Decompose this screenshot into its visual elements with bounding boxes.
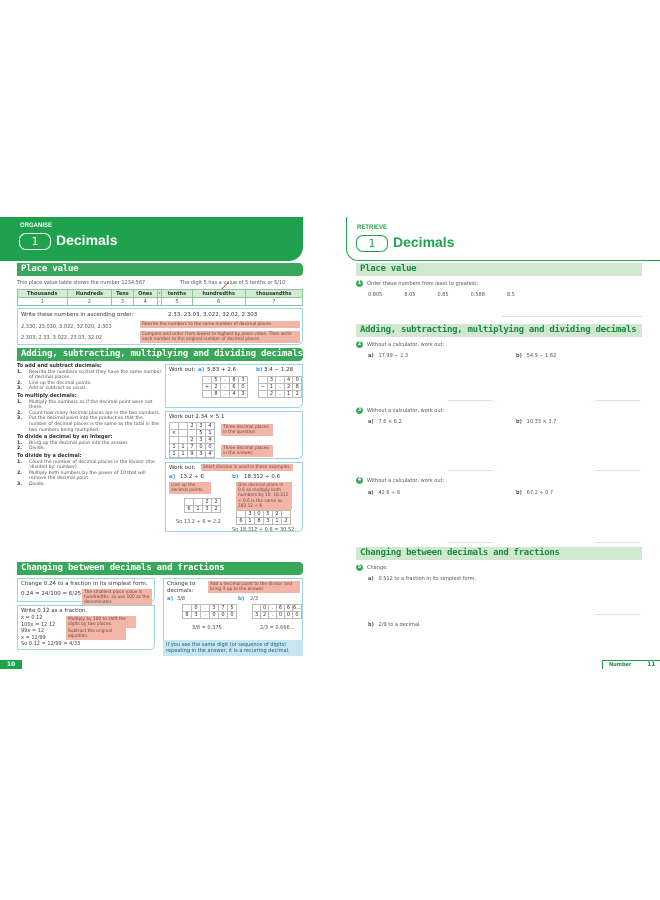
grid-cell [194, 499, 203, 506]
fraction: 3/8 [177, 596, 186, 602]
example-step1: 2.330, 23.030, 3.022, 32.020, 2.303 [21, 324, 112, 330]
grid-cell [188, 430, 197, 437]
grid-cell: 3 [264, 518, 273, 525]
question-5b: b) 2/9 to a decimal. [368, 622, 421, 628]
grid-cell: 3 [267, 377, 276, 384]
grid-cell: × [170, 430, 179, 437]
note: Subtract the original equation. [66, 628, 126, 640]
question-text: Without a calculator, work out: [367, 408, 445, 414]
grid-cell [170, 437, 179, 444]
grid-cell: 1 [273, 518, 282, 525]
grid-cell: 2 [284, 384, 293, 391]
grid-cell: 1 [170, 444, 179, 451]
result: So 18.312 ÷ 0.6 = 30.52 [232, 527, 295, 533]
rule-step: 2. Divide. [17, 446, 46, 452]
question-text: Order these numbers from least to greatest: [367, 281, 479, 287]
note: Three decimal places in the question. [221, 424, 273, 436]
grid-cell: 0 [228, 612, 237, 619]
fraction-example-1 [17, 578, 155, 606]
column-header: · [158, 290, 161, 297]
grid-cell: 3 [203, 506, 212, 513]
grid-cell: 8 [255, 518, 264, 525]
part-b-label: b) [256, 367, 263, 373]
rule-steps [17, 441, 162, 452]
place-value-intro: This place value table shows the number 1234.567 [17, 280, 146, 286]
question-text: Without a calculator, work out: [367, 342, 445, 348]
grid-cell: 2 [188, 437, 197, 444]
grid-cell [203, 377, 212, 384]
part-a-expression: 5.83 + 2.6 [207, 367, 237, 373]
note: Short division is used in these examples. [201, 464, 293, 471]
section-heading-fractions: Changing between decimals and fractions [17, 562, 303, 575]
place-value-table [17, 289, 303, 306]
number-item: 8.5 [506, 292, 515, 298]
grid-cell: 3 [239, 377, 248, 384]
grid-cell: 1 [284, 391, 293, 398]
grid-cell: 4 [284, 377, 293, 384]
grid-cell: . [269, 605, 277, 612]
rule-title: To divide a decimal by an integer: [17, 434, 113, 441]
column-header: tenths [162, 290, 192, 298]
section-heading-place-value: Place value [356, 263, 642, 276]
worked-example-add-subtract [165, 364, 303, 408]
chapter-title: Decimals [56, 232, 118, 248]
grid-cell: 2 [188, 423, 197, 430]
number-item: 0.588 [470, 292, 485, 298]
table-cell: 4 [133, 298, 157, 306]
worked-example-multiply [165, 411, 303, 459]
question-4a: a) 42.6 ÷ 6 [368, 490, 401, 496]
grid-cell: 6... [293, 605, 301, 611]
answer-line[interactable] [595, 542, 640, 543]
page-footer [602, 660, 660, 669]
fraction: 2/9 [378, 622, 387, 628]
grid-cell: 2 [212, 499, 221, 506]
working-line: 99x = 12 [21, 628, 45, 634]
grid-cell: 0 [255, 511, 264, 518]
working-line: x = 0.1̇2̇ [21, 615, 43, 621]
grid-cell: 1 [179, 444, 188, 451]
answer-line[interactable] [595, 470, 640, 471]
question-2a: a) 17.99 − 2.3 [368, 353, 409, 359]
grid-cell: 0 [206, 444, 215, 451]
grid-cell [259, 377, 268, 384]
question-2 [356, 341, 444, 348]
question-number: 1 [357, 280, 362, 286]
number-item: 0.805 [368, 292, 383, 298]
grid-cell: . [221, 377, 230, 384]
grid-cell: 0 [239, 384, 248, 391]
chapter-title: Decimals [393, 234, 455, 250]
section-kicker: ORGANISE [20, 223, 53, 229]
grid-cell: 1 [246, 518, 255, 525]
rule-title: To multiply decimals: [17, 392, 77, 399]
grid-cell: 0 [284, 612, 292, 619]
chapter-banner [346, 217, 660, 261]
result: 3/8 = 0.375 [192, 625, 222, 631]
fraction-example-2 [17, 605, 155, 650]
rule-title: To divide by a decimal: [17, 452, 82, 459]
table-cell: 3 [112, 298, 134, 306]
chapter-number-badge: 1 [356, 235, 388, 252]
rule-title: To add and subtract decimals: [17, 363, 102, 369]
grid-cell [179, 437, 188, 444]
grid-cell: 2 [261, 612, 269, 619]
grid-cell: 3 [192, 612, 201, 619]
part-b-expression: 3.4 − 1.28 [264, 367, 294, 373]
note: The smallest place value is hundredths, so use 100 as the denominator. [82, 589, 152, 607]
example-label: Work out: [169, 465, 196, 471]
grid-cell [179, 423, 188, 430]
number-list [368, 292, 515, 298]
short-division-grid [236, 510, 291, 525]
grid-cell [259, 391, 268, 398]
grid-cell: − [259, 384, 268, 391]
short-division-grid [184, 498, 221, 513]
note: Line up the decimal points. [169, 482, 211, 494]
grid-cell: 7 [219, 605, 228, 612]
chapter-banner [0, 217, 303, 261]
question-text: Without a calculator, work out: [367, 478, 445, 484]
grid-cell: 3 [197, 451, 206, 458]
example-label: Work out 2.34 × 5.1 [169, 414, 225, 420]
grid-cell: 6 [284, 605, 292, 612]
table-cell: 6 [192, 298, 245, 306]
grid-cell: 1 [206, 430, 215, 437]
number-item: 0.85 [437, 292, 449, 298]
column-subtraction-grid [258, 376, 302, 398]
column-addition-grid [202, 376, 248, 398]
tip-box: If you see the same digit (or sequence of digits) repeating in the answer, it is a recurring decimal. [163, 640, 303, 656]
working-line: So 0.1̇2̇ = 12/99 = 4/33 [21, 641, 81, 647]
grid-cell: 8 [293, 384, 302, 391]
grid-cell: 1 [267, 384, 276, 391]
question-number: 4 [357, 477, 362, 483]
working-line: 100x = 12.1̇2̇ [21, 621, 56, 628]
short-division-grid [182, 604, 237, 619]
part-b-label: b) [238, 596, 245, 602]
grid-cell [183, 605, 192, 612]
question-2b: b) 54.9 − 1.62 [516, 353, 557, 359]
grid-cell: 3 [239, 391, 248, 398]
table-cell: 7 [245, 298, 302, 306]
answer-line[interactable] [448, 470, 493, 471]
grid-cell: 3 [246, 511, 255, 518]
grid-cell: . [221, 384, 230, 391]
grid-cell: 2 [203, 499, 212, 506]
working-line: x = 12/99 [21, 634, 46, 641]
column-header: Ones [133, 290, 157, 298]
section-heading-operations: Adding, subtracting, multiplying and dividing decimals [17, 348, 303, 361]
section-heading-fractions: Changing between decimals and fractions [356, 547, 642, 560]
grid-cell: 5 [264, 511, 273, 518]
grid-cell [185, 499, 194, 506]
rule-step: 3. Divide. [17, 481, 46, 487]
grid-cell [237, 511, 246, 518]
page-number: 11 [647, 661, 656, 668]
rule-step: 1. Count the number of decimal places in the divisor (the 'divided by' number). [17, 459, 155, 471]
place-value-note: The digit 5 has a value of 5 tenths or 5/10 [180, 280, 286, 286]
right-page [338, 212, 660, 677]
grid-cell: 0 [293, 612, 302, 619]
table-cell: 5 [162, 298, 192, 306]
grid-cell: 0 [197, 444, 206, 451]
grid-cell: . [276, 384, 284, 391]
grid-cell: 2 [282, 518, 291, 525]
grid-cell: . [276, 377, 284, 384]
part-b-label: b) [232, 474, 239, 480]
grid-cell [282, 511, 291, 518]
part-a-label: a) [167, 596, 174, 602]
rule-steps [17, 460, 162, 488]
ascending-order-example [17, 308, 303, 345]
example-step2: 2.303, 2.33, 3.022, 23.03, 32.02 [21, 335, 103, 341]
example-title: Write 0.1̇2̇ as a fraction. [21, 608, 88, 614]
part-a-expression: 13.2 ÷ 6 [180, 474, 204, 480]
question-4 [356, 477, 444, 484]
example-prompt: Write these numbers in ascending order: [21, 312, 134, 318]
step2-note: Compare and order from lowest to highest by place value. Then write each number to the original number of decimal places. [140, 331, 300, 343]
section-heading-operations: Adding, subtracting, multiplying and dividing decimals [356, 324, 642, 337]
grid-cell: 6 [237, 518, 246, 525]
rule-step: 1. Multiply the numbers as if the decimal point were not there. [17, 399, 153, 411]
grid-cell: 4 [230, 391, 239, 398]
grid-cell: 2 [273, 511, 282, 518]
worked-example-divide [165, 462, 303, 532]
page-number: 10 [0, 660, 22, 669]
rule-step: 2. Count how many decimal places are in the two numbers. [17, 410, 161, 416]
part-b-expression: 18.312 ÷ 0.6 [244, 474, 281, 480]
column-header: Hundreds [67, 290, 112, 298]
grid-cell: 0 [210, 612, 219, 619]
grid-cell: 0 [276, 612, 284, 619]
grid-cell: 6 [276, 605, 284, 612]
question-1 [356, 280, 478, 287]
grid-cell: 8 [212, 391, 221, 398]
section-heading-place-value: Place value [17, 263, 303, 276]
answer-line[interactable] [448, 542, 493, 543]
chapter-number-badge: 1 [19, 233, 51, 250]
rule-step: 2. Line up the decimal points. [17, 380, 92, 386]
rule-step: 3. Add or subtract as usual. [17, 386, 87, 392]
answer-line[interactable] [448, 400, 493, 401]
grid-cell: 0 [293, 377, 302, 384]
note: One decimal place in 0.6 so multiply both numbers by 10. 18.312 ÷ 0.6 is the same as 183.12 ÷ 6. [236, 482, 292, 510]
question-3b: b) 10.33 × 3.7 [516, 419, 557, 425]
grid-cell: 8 [183, 612, 192, 619]
rule-step: 1. Bring up the decimal point into the answer. [17, 440, 129, 446]
rule-step: 2. Multiply both numbers by the power of 10 that will remove the decimal point. [17, 470, 146, 482]
table-cell: · [158, 298, 161, 305]
grid-cell: 0 [261, 605, 269, 612]
rule-step: 1. Rewrite the numbers so that they have the same number of decimal places. [17, 369, 162, 381]
fraction: 2/3 [250, 596, 259, 602]
grid-cell: 4 [206, 423, 215, 430]
grid-cell: 5 [197, 430, 206, 437]
grid-cell [179, 430, 188, 437]
note: Add a decimal point to the divisor and bring it up to the answer. [208, 581, 300, 593]
part-a-label: a) [169, 474, 176, 480]
answer-line[interactable] [502, 316, 642, 317]
grid-cell: . [269, 612, 277, 619]
grid-cell: 6 [230, 384, 239, 391]
grid-cell: 9 [188, 451, 197, 458]
grid-cell: . [201, 605, 210, 612]
grid-cell: 5 [212, 377, 221, 384]
grid-cell: 6 [185, 506, 194, 513]
grid-cell: . [276, 391, 284, 398]
left-page [0, 212, 332, 677]
grid-cell: 2 [212, 506, 221, 513]
rule-step: 3. Put the decimal point into the product so that the number of decimal places is the same as the total in the two numbers being multiplied. [17, 416, 159, 433]
result: So 13.2 ÷ 6 = 2.2 [176, 519, 221, 525]
grid-cell: 7 [188, 444, 197, 451]
grid-cell: 4 [206, 437, 215, 444]
example-title: Change to decimals: [167, 581, 196, 594]
fraction: 5/10 [274, 280, 286, 286]
grid-cell: 4 [206, 451, 215, 458]
question-number: 5 [357, 564, 362, 570]
section-kicker: RETRIEVE [357, 225, 388, 231]
number-item: 8.05 [404, 292, 416, 298]
grid-cell: 2 [293, 391, 302, 398]
footer-label: Number [609, 662, 632, 668]
grid-cell: 1 [194, 506, 203, 513]
grid-cell: + [203, 384, 212, 391]
grid-cell: 3 [197, 437, 206, 444]
grid-cell: 5 [228, 605, 237, 612]
column-header: Thousands [18, 290, 68, 298]
grid-cell [253, 605, 261, 612]
operations-rules [17, 364, 162, 487]
grid-cell: 3 [253, 612, 261, 619]
answer-line[interactable] [595, 614, 640, 615]
rule-steps [17, 370, 162, 392]
grid-cell: 0 [192, 605, 201, 612]
question-text: Change: [367, 565, 388, 571]
grid-cell: 2 [267, 391, 276, 398]
part-a-label: a) [198, 367, 205, 373]
question-5a: a) 0.512 to a fraction in its simplest form. [368, 576, 477, 582]
column-header: thousandths [245, 290, 302, 298]
question-number: 3 [357, 407, 362, 413]
step1-note: Rewrite the numbers to the same number of decimal places. [140, 321, 300, 328]
example-numbers: 2.33, 23.03, 3.022, 32.02, 2.303 [168, 312, 258, 318]
rule-steps [17, 400, 162, 434]
grid-cell: 2 [212, 384, 221, 391]
example-working: 0.24 = 24/100 = 6/25 [21, 591, 82, 597]
result: 2/3 = 0.666... [260, 625, 295, 631]
fraction-example-3 [163, 578, 303, 648]
grid-cell: 3 [210, 605, 219, 612]
table-cell: 1 [18, 298, 68, 306]
example-title: Change 0.24 to a fraction in its simplest form. [21, 581, 148, 587]
grid-cell [203, 391, 212, 398]
note: Multiply by 100 to shift the digits by two places. [66, 616, 136, 628]
column-header: hundredths [192, 290, 245, 298]
grid-cell: . [221, 391, 230, 398]
grid-cell: 8 [230, 377, 239, 384]
long-multiplication-grid [169, 422, 215, 458]
grid-cell [170, 423, 179, 430]
question-4b: b) 67.2 ÷ 0.7 [516, 490, 554, 496]
column-header: Tens [112, 290, 134, 298]
question-number: 2 [357, 341, 362, 347]
grid-cell: 1 [179, 451, 188, 458]
answer-line[interactable] [595, 400, 640, 401]
question-3 [356, 407, 444, 414]
question-3a: a) 7.6 × 6.2 [368, 419, 402, 425]
table-cell: 2 [67, 298, 112, 306]
short-division-grid [252, 604, 302, 619]
grid-cell: 0 [219, 612, 228, 619]
question-5 [356, 564, 388, 571]
grid-cell: 3 [197, 423, 206, 430]
note: Three decimal places in the answer. [221, 445, 273, 457]
grid-cell: 1 [170, 451, 179, 458]
grid-cell: . [201, 612, 210, 619]
example-label: Work out: [169, 367, 196, 373]
